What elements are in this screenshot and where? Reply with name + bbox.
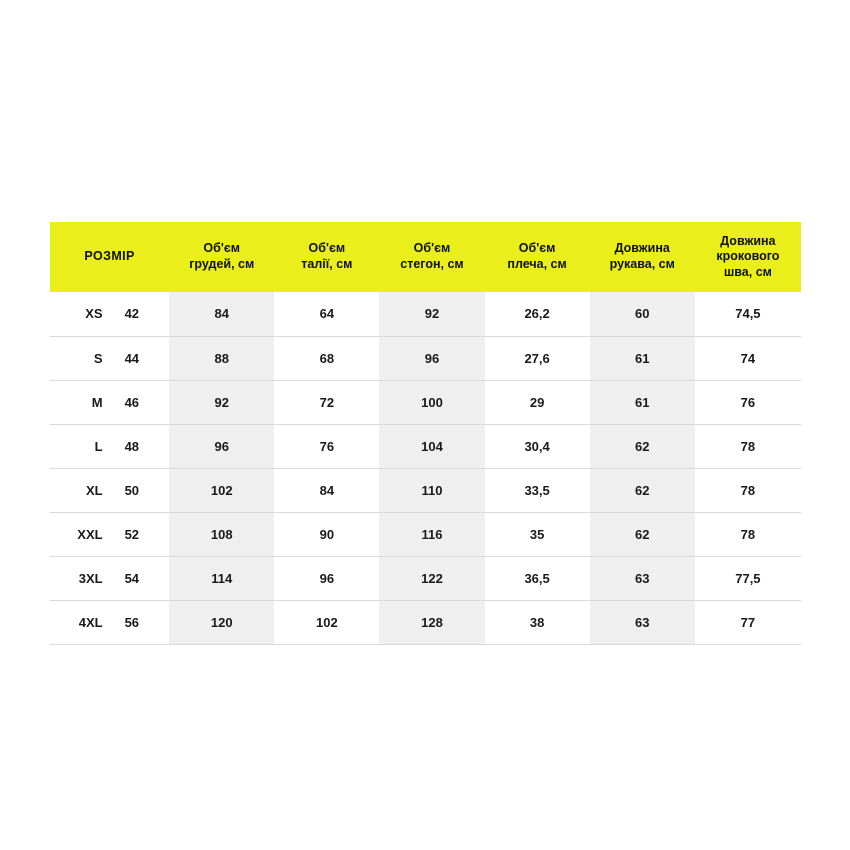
column-header-size-line1: РОЗМІР: [84, 249, 135, 264]
cell-inseam: 74,5: [695, 292, 801, 336]
table-row: [50, 336, 801, 380]
cell-chest: 88: [169, 336, 274, 380]
column-header-shoulder-line1: Об'єм: [518, 241, 556, 256]
cell-waist: 68: [274, 336, 379, 380]
cell-sleeve: 60: [590, 292, 695, 336]
cell-sleeve: 63: [590, 556, 695, 600]
column-header-chest-line2: грудей, см: [189, 257, 255, 271]
cell-waist: 76: [274, 424, 379, 468]
cell-hips: 128: [379, 600, 484, 644]
size-chart-container: [50, 222, 801, 645]
table-header-row: [50, 222, 801, 292]
size-number: 48: [124, 438, 140, 454]
cell-hips: 110: [379, 468, 484, 512]
cell-sleeve: 61: [590, 336, 695, 380]
cell-hips: 92: [379, 292, 484, 336]
cell-chest: 120: [169, 600, 274, 644]
size-letter: M: [91, 394, 103, 410]
column-header-size: [50, 222, 169, 292]
table-body: [50, 292, 801, 644]
size-letter: 4XL: [78, 614, 103, 630]
cell-sleeve: 62: [590, 512, 695, 556]
cell-shoulder: 26,2: [485, 292, 590, 336]
cell-shoulder: 29: [485, 380, 590, 424]
size-letter: XS: [85, 306, 103, 322]
size-letter: XXL: [77, 526, 103, 542]
column-header-sleeve: [590, 222, 695, 292]
column-header-waist-line2: талії, см: [301, 257, 353, 271]
cell-waist: 64: [274, 292, 379, 336]
cell-shoulder: 30,4: [485, 424, 590, 468]
cell-inseam: 78: [695, 424, 801, 468]
column-header-shoulder: [485, 222, 590, 292]
cell-waist: 72: [274, 380, 379, 424]
table-row: [50, 292, 801, 336]
table-row: [50, 424, 801, 468]
column-header-hips: [379, 222, 484, 292]
cell-size: [50, 424, 169, 468]
table-row: [50, 468, 801, 512]
column-header-inseam-line3: шва, см: [723, 264, 772, 279]
cell-sleeve: 61: [590, 380, 695, 424]
column-header-inseam-line1: Довжина: [720, 233, 776, 248]
cell-hips: 96: [379, 336, 484, 380]
cell-waist: 102: [274, 600, 379, 644]
table-row: [50, 512, 801, 556]
size-letter: L: [94, 438, 103, 454]
cell-inseam: 78: [695, 468, 801, 512]
size-number: 42: [124, 306, 140, 322]
size-number: 46: [124, 394, 140, 410]
size-number: 56: [124, 614, 140, 630]
cell-inseam: 76: [695, 380, 801, 424]
column-header-waist-line1: Об'єм: [308, 241, 346, 256]
cell-size: [50, 468, 169, 512]
cell-waist: 90: [274, 512, 379, 556]
cell-shoulder: 38: [485, 600, 590, 644]
cell-hips: 100: [379, 380, 484, 424]
cell-hips: 122: [379, 556, 484, 600]
size-letter: XL: [85, 482, 103, 498]
cell-inseam: 77: [695, 600, 801, 644]
size-number: 54: [124, 570, 140, 586]
size-chart-table: [50, 222, 801, 645]
size-number: 52: [124, 526, 140, 542]
cell-shoulder: 36,5: [485, 556, 590, 600]
cell-chest: 96: [169, 424, 274, 468]
cell-hips: 104: [379, 424, 484, 468]
cell-chest: 102: [169, 468, 274, 512]
size-number: 44: [124, 350, 140, 366]
size-letter: S: [93, 350, 103, 366]
cell-chest: 108: [169, 512, 274, 556]
column-header-inseam: [695, 222, 801, 292]
cell-shoulder: 27,6: [485, 336, 590, 380]
table-row: [50, 380, 801, 424]
cell-size: [50, 380, 169, 424]
column-header-sleeve-line2: рукава, см: [609, 257, 675, 271]
column-header-chest: [169, 222, 274, 292]
column-header-shoulder-line2: плеча, см: [507, 257, 567, 271]
cell-size: [50, 512, 169, 556]
cell-inseam: 77,5: [695, 556, 801, 600]
column-header-sleeve-line1: Довжина: [614, 241, 670, 256]
cell-inseam: 74: [695, 336, 801, 380]
cell-size: [50, 600, 169, 644]
cell-chest: 114: [169, 556, 274, 600]
cell-shoulder: 35: [485, 512, 590, 556]
cell-chest: 84: [169, 292, 274, 336]
cell-shoulder: 33,5: [485, 468, 590, 512]
cell-waist: 84: [274, 468, 379, 512]
cell-size: [50, 336, 169, 380]
column-header-hips-line1: Об'єм: [413, 241, 451, 256]
column-header-chest-line1: Об'єм: [203, 241, 240, 256]
cell-waist: 96: [274, 556, 379, 600]
cell-hips: 116: [379, 512, 484, 556]
cell-sleeve: 62: [590, 468, 695, 512]
size-letter: 3XL: [78, 570, 103, 586]
cell-size: [50, 292, 169, 336]
table-header: [50, 222, 801, 292]
cell-size: [50, 556, 169, 600]
cell-sleeve: 62: [590, 424, 695, 468]
cell-sleeve: 63: [590, 600, 695, 644]
column-header-waist: [274, 222, 379, 292]
table-row: [50, 556, 801, 600]
column-header-inseam-line2: крокового: [716, 249, 780, 264]
table-row: [50, 600, 801, 644]
cell-inseam: 78: [695, 512, 801, 556]
column-header-hips-line2: стегон, см: [400, 257, 464, 271]
size-number: 50: [124, 482, 140, 498]
cell-chest: 92: [169, 380, 274, 424]
